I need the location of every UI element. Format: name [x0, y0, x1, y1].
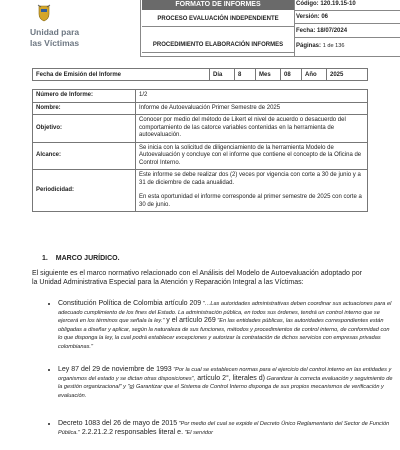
- year-label: Año: [302, 69, 327, 81]
- law-quote: "Por medio del cual se expide el Decreto Único Reglamentario del Sector de Función Pública.": [58, 421, 390, 436]
- document-date: Fecha: 18/07/2024: [296, 28, 348, 34]
- report-number-value: 1/2: [136, 90, 368, 103]
- legal-framework-list: [32, 300, 394, 351]
- periodicity-label: Periodicidad:: [33, 170, 136, 212]
- document-title: FORMATO DE INFORMES: [142, 0, 294, 10]
- list-item: [58, 300, 394, 351]
- year-value: 2025: [327, 69, 368, 81]
- month-value: 08: [281, 69, 302, 81]
- scope-value: Se inicia con la solicitud de diligenciamiento de la herramienta Modelo de Autoevaluación y concluye con el informe que contiene el concepto de la Oficina de Control Interno.: [136, 142, 368, 170]
- document-code: Código: 120.19.15-10: [296, 1, 356, 7]
- periodicity-text-2: En esta oportunidad el informe corresponde al primer semestre de 2025 con corte a 30 de junio.: [139, 194, 362, 208]
- law-quote: Garantizar la correcta evaluación y seguimiento de la gestión organizacional": [58, 375, 393, 390]
- law-reference: artículo 2°, literales d): [195, 374, 265, 382]
- section-title: MARCO JURÍDICO.: [55, 255, 120, 262]
- process-name: PROCESO EVALUACIÓN INDEPENDIENTE: [142, 12, 294, 27]
- legal-framework-list: [32, 366, 394, 400]
- periodicity-value: [136, 170, 368, 212]
- pages-label: Páginas:: [296, 43, 322, 49]
- law-quote: y "g) Garantizar que el Sistema de Control Interno disponga de sus propios mecanismos de verificación y evaluación.: [58, 384, 384, 399]
- law-quote: "En las entidades públicas, las autoridades correspondientes están obligadas a diseñar y aplicar, según la naturaleza de sus funciones, métodos y procedimientos de control interno, de conformidad con lo que disponga la ley, la cual podrá establecer excepciones y autorizar la contratación de dichos servicios con empresas privadas colombianas.": [58, 318, 390, 350]
- scope-label: Alcance:: [33, 142, 136, 170]
- list-item: [58, 420, 394, 437]
- day-label: Día: [210, 69, 235, 81]
- report-name-label: Nombre:: [33, 102, 136, 115]
- law-reference: Constitución Política de Colombia artículo 209: [58, 300, 202, 307]
- colombia-crest-icon: [37, 4, 51, 22]
- law-reference: Ley 87 del 29 de noviembre de 1993: [58, 366, 172, 373]
- pages-value: 1 de 136: [322, 43, 345, 49]
- issue-date-table: [32, 68, 368, 81]
- logo-text-line2: las Víctimas: [30, 38, 80, 48]
- day-value: 8: [235, 69, 256, 81]
- section-heading: [42, 255, 120, 262]
- list-item: [58, 366, 394, 400]
- law-reference: y el artículo 269: [164, 317, 216, 324]
- report-number-label: Número de Informe:: [33, 90, 136, 103]
- law-reference: Decreto 1083 del 26 de mayo de 2015: [58, 420, 178, 427]
- law-quote: "El servidor: [183, 429, 213, 436]
- document-pages: [296, 43, 392, 49]
- month-label: Mes: [256, 69, 281, 81]
- logo-text-line1: Unidad para: [30, 27, 80, 37]
- section-number: 1.: [42, 255, 48, 262]
- intro-paragraph: El siguiente es el marco normativo relacionado con el Análisis del Modelo de Autoevaluación adoptado por la Unidad Administrativa Especial para la Atención y Reparación Integral a las Víctimas:: [32, 270, 362, 286]
- issue-date-label: Fecha de Emisión del Informe: [33, 69, 210, 81]
- report-name-value: Informe de Autoevaluación Primer Semestre de 2025: [136, 102, 368, 115]
- report-info-table: [32, 89, 368, 212]
- legal-framework-list: [32, 420, 394, 437]
- law-quote: "…Las autoridades administrativas deben coordinar sus actuaciones para el adecuado cumplimiento de los fines del Estado. La administración pública, en todos sus órdenes, tendrá un control interno que se ejercerá en los términos que señala la ley.": [58, 301, 392, 324]
- document-version: Versión: 06: [296, 14, 329, 20]
- objective-label: Objetivo:: [33, 115, 136, 143]
- periodicity-text-1: Este informe se debe realizar dos (2) veces por vigencia con corte a 30 de junio y a 31 de diciembre de cada anualidad.: [139, 172, 361, 186]
- procedure-name: PROCEDIMIENTO ELABORACIÓN INFORMES: [142, 38, 294, 53]
- law-quote: "Por la cual se establecen normas para el ejercicio del control interno en las entidades y organismos del estado y se dictan otras disposiciones",: [58, 367, 392, 382]
- objective-value: Conocer por medio del método de Likert el nivel de acuerdo o desacuerdo del comportamiento de las catorce variables contenidas en la herramienta de autoevaluación.: [136, 115, 368, 143]
- law-reference: 2.2.21.2.2 responsables literal e.: [79, 428, 184, 436]
